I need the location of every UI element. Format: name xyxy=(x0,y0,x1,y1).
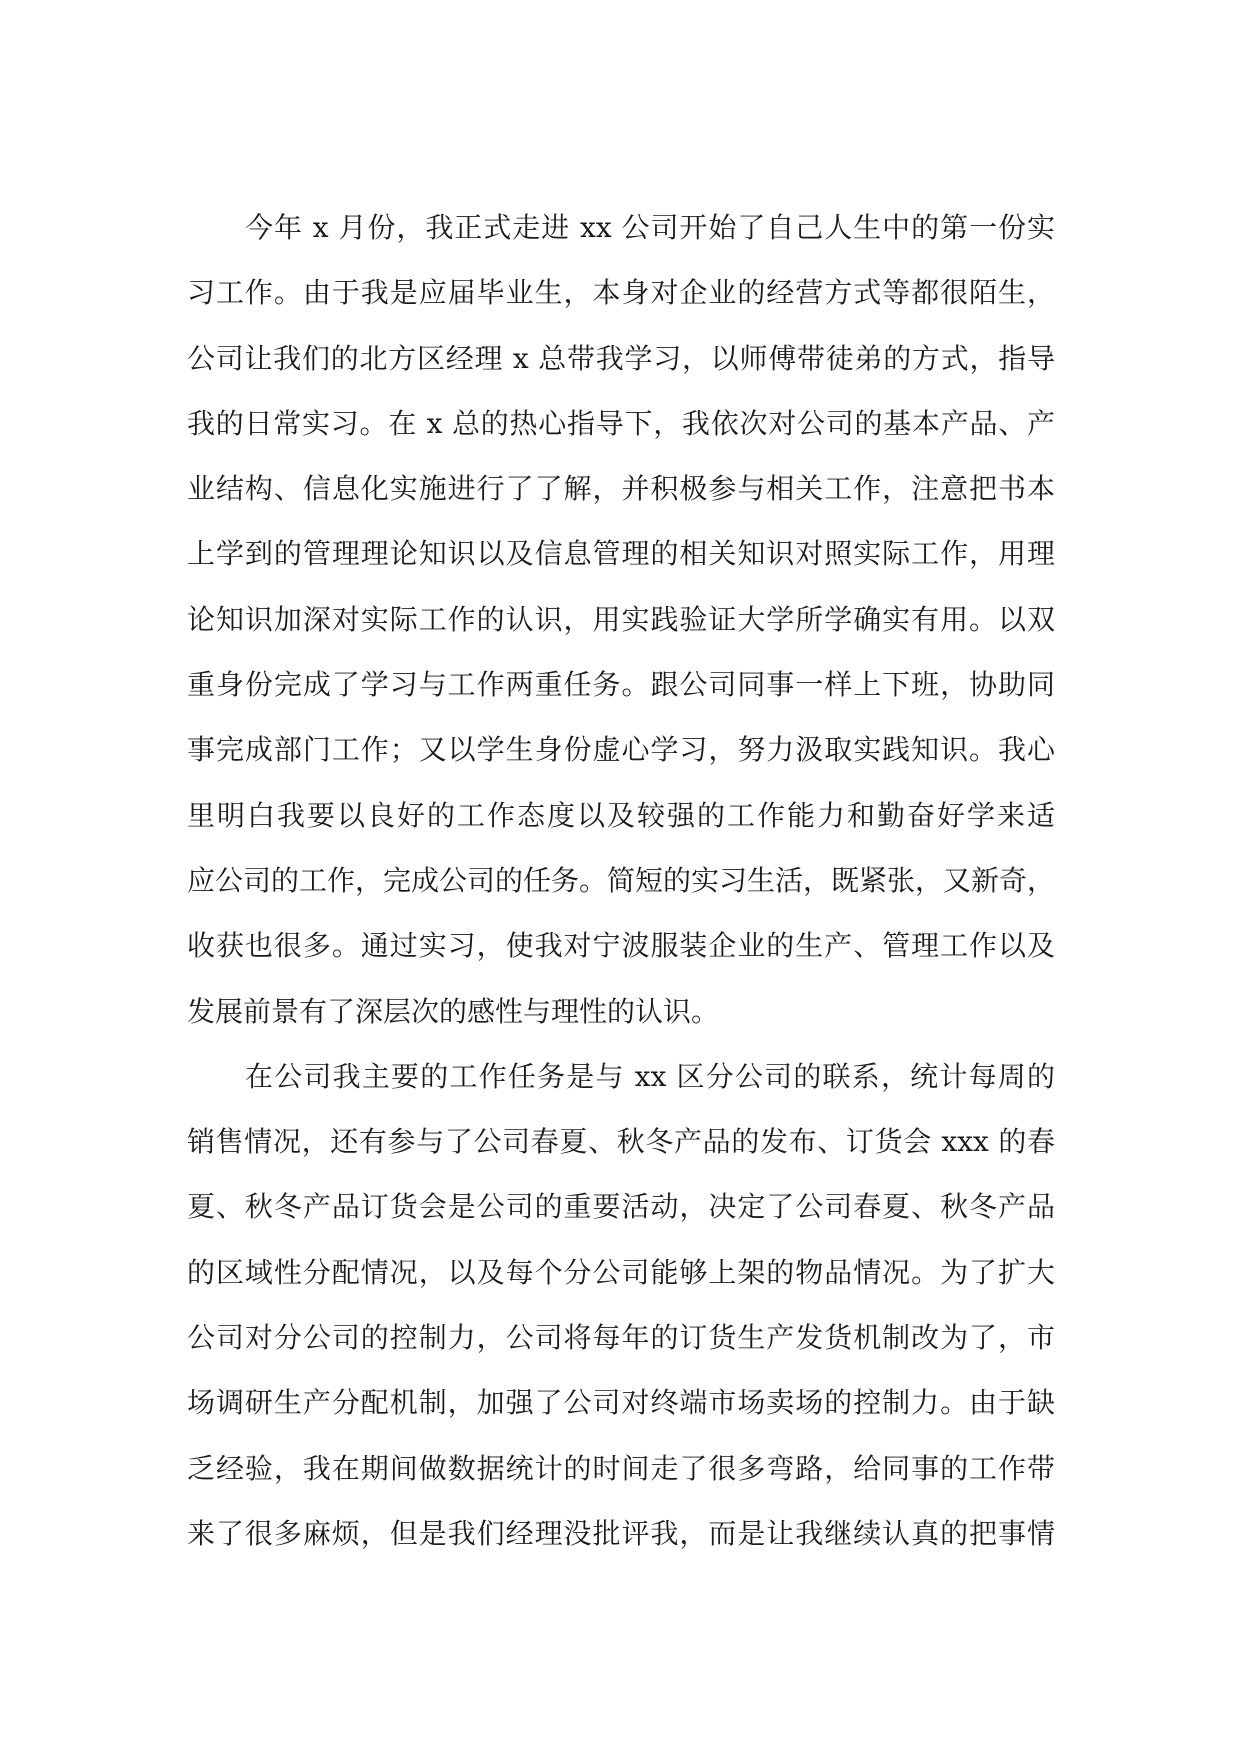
paragraph-line: 公司让我们的北方区经理 x 总带我学习，以师傅带徒弟的方式，指导 xyxy=(187,341,1055,375)
paragraph-line: 应公司的工作，完成公司的任务。简短的实习生活，既紧张，又新奇， xyxy=(187,863,1055,897)
paragraph-line: 公司对分公司的控制力，公司将每年的订货生产发货机制改为了，市 xyxy=(187,1321,1055,1355)
paragraph-line: 夏、秋冬产品订货会是公司的重要活动，决定了公司春夏、秋冬产品 xyxy=(187,1190,1055,1224)
paragraph-line: 重身份完成了学习与工作两重任务。跟公司同事一样上下班，协助同 xyxy=(187,668,1055,702)
paragraph-line: 事完成部门工作；又以学生身份虚心学习，努力汲取实践知识。我心 xyxy=(187,733,1055,767)
paragraph-line: 我的日常实习。在 x 总的热心指导下，我依次对公司的基本产品、产 xyxy=(187,406,1055,440)
paragraph-line: 销售情况，还有参与了公司春夏、秋冬产品的发布、订货会 xxx 的春 xyxy=(187,1125,1055,1159)
paragraph-2 xyxy=(187,1044,1055,1566)
paragraph-line: 来了很多麻烦，但是我们经理没批评我，而是让我继续认真的把事情 xyxy=(187,1516,1055,1550)
paragraph-line: 上学到的管理理论知识以及信息管理的相关知识对照实际工作，用理 xyxy=(187,537,1055,571)
paragraph-line: 场调研生产分配机制，加强了公司对终端市场卖场的控制力。由于缺 xyxy=(187,1386,1055,1420)
paragraph-line: 今年 x 月份，我正式走进 xx 公司开始了自己人生中的第一份实 xyxy=(245,211,1055,244)
paragraph-line: 乏经验，我在期间做数据统计的时间走了很多弯路，给同事的工作带 xyxy=(187,1451,1055,1485)
paragraph-line: 在公司我主要的工作任务是与 xx 区分公司的联系，统计每周的 xyxy=(245,1059,1055,1093)
paragraph-1 xyxy=(187,195,1055,1044)
paragraph-line: 论知识加深对实际工作的认识，用实践验证大学所学确实有用。以双 xyxy=(187,602,1055,636)
paragraph-line: 里明白我要以良好的工作态度以及较强的工作能力和勤奋好学来适 xyxy=(187,798,1055,832)
paragraph-line: 收获也很多。通过实习，使我对宁波服装企业的生产、管理工作以及 xyxy=(187,929,1055,963)
paragraph-line: 的区域性分配情况，以及每个分公司能够上架的物品情况。为了扩大 xyxy=(187,1255,1055,1289)
document-body xyxy=(187,195,1055,1566)
paragraph-line: 习工作。由于我是应届毕业生，本身对企业的经营方式等都很陌生， xyxy=(187,276,1055,310)
paragraph-line: 发展前景有了深层次的感性与理性的认识。 xyxy=(187,994,720,1028)
paragraph-line: 业结构、信息化实施进行了了解，并积极参与相关工作，注意把书本 xyxy=(187,472,1055,506)
